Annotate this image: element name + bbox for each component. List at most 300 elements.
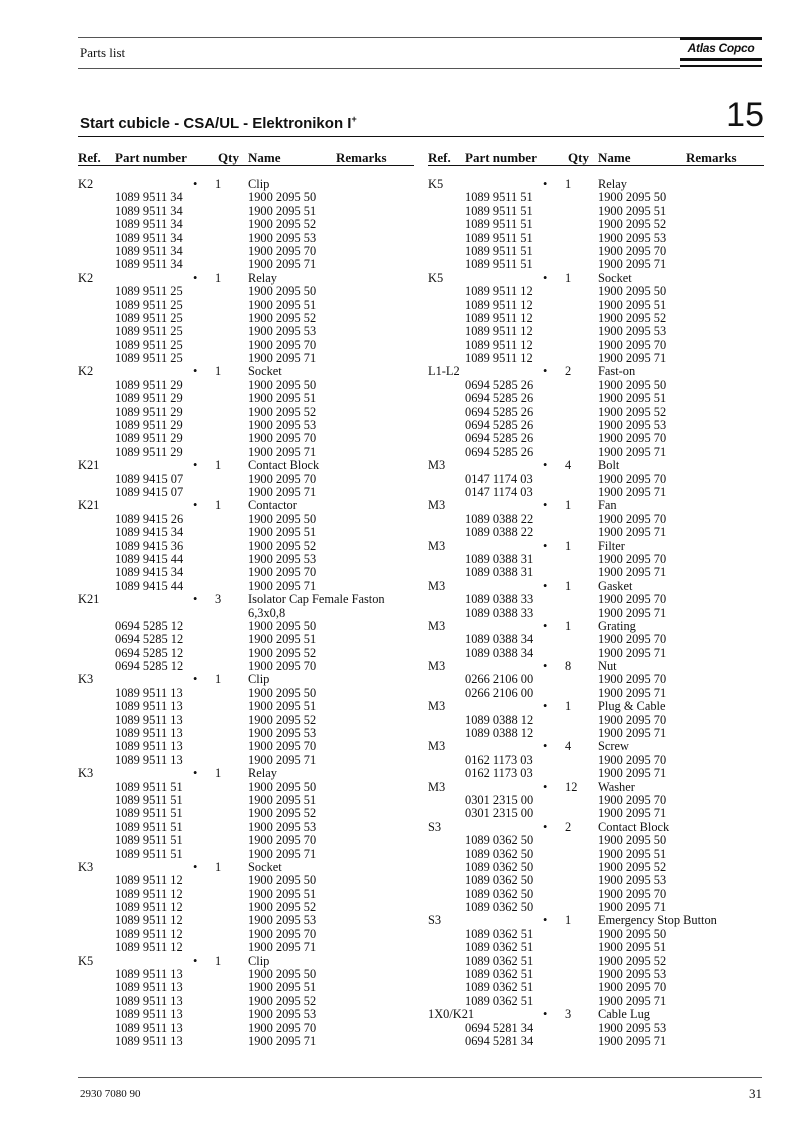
part-row <box>428 968 770 981</box>
name-cell: 1900 2095 71 <box>248 1034 317 1048</box>
name-cell: 1900 2095 50 <box>248 779 317 794</box>
header-label: Parts list <box>80 45 126 60</box>
part-row <box>78 928 420 941</box>
header-part-number: Part number <box>465 150 537 165</box>
name-cell: 1900 2095 51 <box>248 699 317 714</box>
ref-cell: K3 <box>78 766 94 781</box>
ref-cell: K21 <box>78 498 100 513</box>
name-cell: 1900 2095 51 <box>598 391 667 406</box>
part-row <box>428 419 770 432</box>
part-row <box>78 660 420 673</box>
part-group-row <box>428 914 770 927</box>
bullet-cell: • <box>193 270 198 285</box>
name-cell: 1900 2095 71 <box>248 484 317 499</box>
part-number-cell: 1089 9415 34 <box>115 525 184 540</box>
part-number-cell: 1089 0362 50 <box>465 900 534 915</box>
part-number-cell: 1089 9511 51 <box>115 819 183 834</box>
name-cell: 1900 2095 50 <box>598 377 667 392</box>
name-cell: Cable Lug <box>598 1007 650 1022</box>
header-ref: Ref. <box>78 150 101 165</box>
name-cell: Relay <box>248 766 277 781</box>
part-group-row <box>78 767 420 780</box>
name-cell: 1900 2095 51 <box>248 980 317 995</box>
part-row <box>78 245 420 258</box>
part-number-cell: 1089 9511 34 <box>115 243 183 258</box>
name-cell: 1900 2095 70 <box>598 886 667 901</box>
ref-cell: K21 <box>78 592 100 607</box>
header-remarks: Remarks <box>336 150 387 165</box>
part-number-cell: 1089 9511 51 <box>465 230 533 245</box>
part-row <box>428 888 770 901</box>
bullet-cell: • <box>543 779 548 794</box>
part-row <box>428 767 770 780</box>
part-row <box>428 379 770 392</box>
part-row <box>428 392 770 405</box>
part-row <box>428 205 770 218</box>
name-cell: 1900 2095 70 <box>248 431 317 446</box>
name-cell: 1900 2095 71 <box>598 900 667 915</box>
ref-cell: K5 <box>428 177 444 191</box>
name-cell: 1900 2095 70 <box>598 431 667 446</box>
name-cell: 1900 2095 70 <box>598 511 667 526</box>
qty-cell: 1 <box>565 699 572 714</box>
ref-cell: M3 <box>428 779 446 794</box>
name-cell: 1900 2095 71 <box>248 940 317 955</box>
section-number: 15 <box>726 96 764 134</box>
name-cell: 1900 2095 70 <box>598 980 667 995</box>
name-cell: 1900 2095 50 <box>248 511 317 526</box>
ref-cell: K5 <box>428 270 444 285</box>
part-number-cell: 1089 0362 51 <box>465 953 534 968</box>
part-row <box>428 673 770 686</box>
part-row <box>428 1022 770 1035</box>
part-row <box>428 191 770 204</box>
part-number-cell: 1089 9511 12 <box>465 324 533 339</box>
name-cell: 1900 2095 51 <box>248 525 317 540</box>
part-group-row <box>428 178 770 191</box>
name-cell: 1900 2095 71 <box>598 605 667 620</box>
parts-rows-left <box>78 178 420 1048</box>
part-row <box>78 633 420 646</box>
part-number-cell: 0694 5281 34 <box>465 1034 534 1048</box>
part-number-cell: 1089 9415 07 <box>115 471 184 486</box>
part-row <box>78 941 420 954</box>
name-cell: Clip <box>248 953 270 968</box>
part-row <box>78 607 420 620</box>
logo-text: Atlas Copco <box>687 41 755 55</box>
part-number-cell: 1089 9511 34 <box>115 230 183 245</box>
document-number: 2930 7080 90 <box>80 1088 141 1100</box>
name-cell: 1900 2095 51 <box>598 297 667 312</box>
part-number-cell: 1089 9511 29 <box>115 391 183 406</box>
bullet-cell: • <box>543 618 548 633</box>
qty-cell: 1 <box>565 913 572 928</box>
part-number-cell: 1089 9511 51 <box>465 217 533 232</box>
header-ref: Ref. <box>428 150 451 165</box>
ref-cell: K2 <box>78 177 94 191</box>
part-row <box>428 593 770 606</box>
name-cell: 1900 2095 71 <box>598 565 667 580</box>
part-row <box>428 232 770 245</box>
logo-bar-bottom <box>680 65 762 67</box>
name-cell: 1900 2095 70 <box>598 471 667 486</box>
part-number-cell: 1089 9511 34 <box>115 190 183 205</box>
name-cell: 1900 2095 51 <box>248 297 317 312</box>
part-number-cell: 1089 0362 50 <box>465 886 534 901</box>
part-group-row <box>428 365 770 378</box>
part-group-row <box>78 673 420 686</box>
part-row <box>78 968 420 981</box>
part-row <box>78 821 420 834</box>
bullet-cell: • <box>543 913 548 928</box>
bullet-cell: • <box>543 739 548 754</box>
name-cell: 1900 2095 71 <box>598 993 667 1008</box>
part-number-cell: 1089 9511 25 <box>115 351 183 366</box>
name-cell: 1900 2095 53 <box>598 230 667 245</box>
name-cell: 1900 2095 53 <box>248 819 317 834</box>
part-number-cell: 0694 5285 12 <box>115 645 184 660</box>
name-cell: Socket <box>248 364 282 379</box>
part-number-cell: 0266 2106 00 <box>465 672 534 687</box>
part-number-cell: 1089 9511 51 <box>115 792 183 807</box>
ref-cell: K3 <box>78 859 94 874</box>
part-row <box>78 1035 420 1048</box>
part-row <box>428 446 770 459</box>
ref-cell: M3 <box>428 458 446 473</box>
name-cell: 1900 2095 71 <box>248 578 317 593</box>
part-row <box>428 995 770 1008</box>
qty-cell: 1 <box>215 766 222 781</box>
name-cell: 1900 2095 71 <box>598 257 667 272</box>
bullet-cell: • <box>543 458 548 473</box>
part-number-cell: 1089 9511 29 <box>115 404 183 419</box>
part-number-cell: 1089 9511 13 <box>115 980 183 995</box>
part-number-cell: 0162 1173 03 <box>465 752 533 767</box>
title-rule <box>78 136 764 137</box>
footer-rule <box>78 1077 762 1078</box>
part-row <box>428 285 770 298</box>
name-cell: 1900 2095 70 <box>598 672 667 687</box>
header-name: Name <box>598 150 631 165</box>
ref-cell: L1-L2 <box>428 364 460 379</box>
part-number-cell: 0266 2106 00 <box>465 685 534 700</box>
part-row <box>428 258 770 271</box>
part-number-cell: 1089 9511 34 <box>115 217 183 232</box>
atlas-copco-logo <box>680 37 762 71</box>
bullet-cell: • <box>543 819 548 834</box>
part-number-cell: 1089 9511 13 <box>115 1020 183 1035</box>
name-cell: 1900 2095 51 <box>248 886 317 901</box>
name-cell: 1900 2095 70 <box>598 752 667 767</box>
part-number-cell: 1089 9511 51 <box>465 257 533 272</box>
ref-cell: M3 <box>428 498 446 513</box>
name-cell: 1900 2095 51 <box>248 203 317 218</box>
part-number-cell: 1089 9511 25 <box>115 324 183 339</box>
part-row <box>78 486 420 499</box>
part-row <box>78 727 420 740</box>
column-header <box>428 150 770 166</box>
qty-cell: 3 <box>565 1007 572 1022</box>
part-group-row <box>78 593 420 606</box>
part-number-cell: 1089 0388 33 <box>465 605 534 620</box>
bullet-cell: • <box>193 592 198 607</box>
part-number-cell: 0694 5285 12 <box>115 618 184 633</box>
part-group-row <box>78 365 420 378</box>
header-name: Name <box>248 150 281 165</box>
logo-bar-top <box>680 37 762 40</box>
part-row <box>78 218 420 231</box>
name-cell: 1900 2095 70 <box>248 739 317 754</box>
name-cell: 1900 2095 70 <box>248 833 317 848</box>
part-number-cell: 0694 5285 26 <box>465 377 534 392</box>
part-row <box>78 781 420 794</box>
part-group-row <box>428 580 770 593</box>
name-cell: 1900 2095 53 <box>598 324 667 339</box>
part-number-cell: 0147 1174 03 <box>465 471 533 486</box>
name-cell: Screw <box>598 739 629 754</box>
part-row <box>78 807 420 820</box>
name-cell: Socket <box>598 270 632 285</box>
name-cell: 1900 2095 71 <box>248 351 317 366</box>
name-cell: 1900 2095 70 <box>598 592 667 607</box>
name-cell: 1900 2095 70 <box>248 926 317 941</box>
part-row <box>78 540 420 553</box>
part-row <box>428 1035 770 1048</box>
name-cell: 1900 2095 71 <box>598 1034 667 1048</box>
name-cell: 1900 2095 50 <box>248 190 317 205</box>
part-row <box>78 339 420 352</box>
qty-cell: 1 <box>565 498 572 513</box>
name-cell: 1900 2095 53 <box>248 913 317 928</box>
part-row <box>78 513 420 526</box>
name-cell: 1900 2095 50 <box>248 618 317 633</box>
bullet-cell: • <box>193 766 198 781</box>
bullet-cell: • <box>193 498 198 513</box>
part-number-cell: 0694 5285 26 <box>465 444 534 459</box>
name-cell: 1900 2095 50 <box>248 377 317 392</box>
name-cell: Grating <box>598 618 636 633</box>
part-row <box>78 580 420 593</box>
name-cell: 1900 2095 52 <box>248 806 317 821</box>
name-cell: 1900 2095 52 <box>598 859 667 874</box>
name-cell: 1900 2095 70 <box>248 471 317 486</box>
part-number-cell: 1089 9511 12 <box>465 337 533 352</box>
bullet-cell: • <box>543 578 548 593</box>
part-group-row <box>428 272 770 285</box>
part-row <box>78 754 420 767</box>
name-cell: 1900 2095 70 <box>248 243 317 258</box>
name-cell: 1900 2095 52 <box>598 310 667 325</box>
column-header <box>78 150 420 166</box>
part-row <box>78 1022 420 1035</box>
name-cell: 1900 2095 53 <box>248 324 317 339</box>
part-number-cell: 1089 0388 22 <box>465 511 534 526</box>
ref-cell: K5 <box>78 953 94 968</box>
header-part-number: Part number <box>115 150 187 165</box>
ref-cell: M3 <box>428 578 446 593</box>
name-cell: 1900 2095 51 <box>248 792 317 807</box>
name-cell: Emergency Stop Button <box>598 913 717 928</box>
name-cell: 1900 2095 52 <box>248 404 317 419</box>
header-top-rule <box>78 37 762 38</box>
part-row <box>78 901 420 914</box>
part-number-cell: 1089 0362 51 <box>465 940 534 955</box>
name-cell: 1900 2095 53 <box>248 230 317 245</box>
bullet-cell: • <box>193 672 198 687</box>
part-number-cell: 1089 0362 51 <box>465 926 534 941</box>
name-cell: 1900 2095 51 <box>248 391 317 406</box>
part-number-cell: 1089 9511 13 <box>115 699 183 714</box>
name-cell: 1900 2095 70 <box>248 659 317 674</box>
name-cell: 1900 2095 71 <box>248 444 317 459</box>
part-row <box>78 794 420 807</box>
name-cell: 1900 2095 50 <box>248 284 317 299</box>
bullet-cell: • <box>543 1007 548 1022</box>
part-row <box>78 687 420 700</box>
part-row <box>428 566 770 579</box>
part-row <box>428 526 770 539</box>
part-row <box>78 352 420 365</box>
header-remarks: Remarks <box>686 150 737 165</box>
name-cell: 1900 2095 71 <box>598 351 667 366</box>
part-row <box>428 794 770 807</box>
name-cell: 1900 2095 71 <box>598 525 667 540</box>
page-title <box>80 114 357 132</box>
part-group-row <box>78 178 420 191</box>
part-group-row <box>428 781 770 794</box>
part-row <box>428 299 770 312</box>
name-cell: 1900 2095 70 <box>248 1020 317 1035</box>
part-number-cell: 1089 9415 07 <box>115 484 184 499</box>
bullet-cell: • <box>193 953 198 968</box>
part-row <box>428 901 770 914</box>
part-row <box>428 955 770 968</box>
name-cell: 1900 2095 51 <box>598 203 667 218</box>
part-number-cell: 0301 2315 00 <box>465 792 534 807</box>
part-number-cell: 1089 9511 12 <box>465 297 533 312</box>
part-number-cell: 1089 9511 12 <box>465 284 533 299</box>
part-row <box>428 714 770 727</box>
qty-cell: 1 <box>565 270 572 285</box>
column-rule-left <box>78 165 414 166</box>
ref-cell: K3 <box>78 672 94 687</box>
part-number-cell: 1089 9511 12 <box>115 913 183 928</box>
ref-cell: K21 <box>78 458 100 473</box>
part-group-row <box>428 1008 770 1021</box>
part-row <box>428 553 770 566</box>
qty-cell: 1 <box>215 859 222 874</box>
qty-cell: 1 <box>215 953 222 968</box>
name-cell: Relay <box>248 270 277 285</box>
name-cell: 1900 2095 52 <box>248 645 317 660</box>
part-number-cell: 1089 9511 51 <box>115 779 183 794</box>
ref-cell: M3 <box>428 538 446 553</box>
name-cell: 1900 2095 71 <box>248 752 317 767</box>
part-number-cell: 1089 9511 25 <box>115 297 183 312</box>
part-number-cell: 1089 0362 51 <box>465 980 534 995</box>
ref-cell: 1X0/K21 <box>428 1007 475 1022</box>
part-row <box>428 352 770 365</box>
page-number: 31 <box>749 1086 762 1101</box>
part-number-cell: 1089 0388 33 <box>465 592 534 607</box>
part-row <box>428 981 770 994</box>
header-qty: Qty <box>568 150 589 165</box>
ref-cell: M3 <box>428 699 446 714</box>
name-cell: 1900 2095 53 <box>598 873 667 888</box>
part-row <box>78 566 420 579</box>
ref-cell: K2 <box>78 364 94 379</box>
part-number-cell: 1089 0388 31 <box>465 551 534 566</box>
part-row <box>428 834 770 847</box>
name-cell: Socket <box>248 859 282 874</box>
qty-cell: 1 <box>215 364 222 379</box>
part-number-cell: 1089 9511 12 <box>115 926 183 941</box>
part-group-row <box>78 272 420 285</box>
part-row <box>428 339 770 352</box>
part-row <box>428 727 770 740</box>
part-row <box>78 995 420 1008</box>
name-cell: 1900 2095 52 <box>248 993 317 1008</box>
part-number-cell: 1089 0362 50 <box>465 833 534 848</box>
qty-cell: 2 <box>565 364 572 379</box>
name-cell: 1900 2095 51 <box>248 632 317 647</box>
part-number-cell: 1089 9511 25 <box>115 284 183 299</box>
part-row <box>428 647 770 660</box>
name-cell: 6,3x0,8 <box>248 605 286 620</box>
name-cell: 1900 2095 70 <box>598 243 667 258</box>
part-row <box>78 205 420 218</box>
name-cell: 1900 2095 70 <box>598 551 667 566</box>
name-cell: 1900 2095 53 <box>598 418 667 433</box>
bullet-cell: • <box>193 458 198 473</box>
part-number-cell: 1089 9511 13 <box>115 726 183 741</box>
name-cell: 1900 2095 70 <box>248 337 317 352</box>
part-row <box>428 861 770 874</box>
name-cell: 1900 2095 71 <box>598 685 667 700</box>
part-row <box>78 700 420 713</box>
qty-cell: 1 <box>565 578 572 593</box>
part-number-cell: 0147 1174 03 <box>465 484 533 499</box>
part-row <box>78 392 420 405</box>
part-number-cell: 1089 9511 12 <box>115 873 183 888</box>
qty-cell: 1 <box>565 538 572 553</box>
name-cell: Washer <box>598 779 635 794</box>
part-row <box>78 553 420 566</box>
name-cell: 1900 2095 52 <box>248 310 317 325</box>
qty-cell: 2 <box>565 819 572 834</box>
part-number-cell: 1089 0362 50 <box>465 873 534 888</box>
part-row <box>428 432 770 445</box>
part-row <box>78 406 420 419</box>
bullet-cell: • <box>543 364 548 379</box>
name-cell: 1900 2095 71 <box>598 806 667 821</box>
qty-cell: 3 <box>215 592 222 607</box>
name-cell: Contactor <box>248 498 297 513</box>
part-number-cell: 1089 9415 34 <box>115 565 184 580</box>
name-cell: 1900 2095 70 <box>598 792 667 807</box>
part-number-cell: 1089 9511 51 <box>115 846 183 861</box>
part-row <box>78 526 420 539</box>
parts-column-right <box>428 150 770 1048</box>
qty-cell: 4 <box>565 739 572 754</box>
name-cell: 1900 2095 53 <box>248 418 317 433</box>
part-number-cell: 1089 9511 51 <box>115 833 183 848</box>
part-row <box>428 687 770 700</box>
name-cell: 1900 2095 50 <box>598 284 667 299</box>
part-row <box>78 446 420 459</box>
name-cell: 1900 2095 51 <box>598 846 667 861</box>
qty-cell: 1 <box>565 177 572 191</box>
